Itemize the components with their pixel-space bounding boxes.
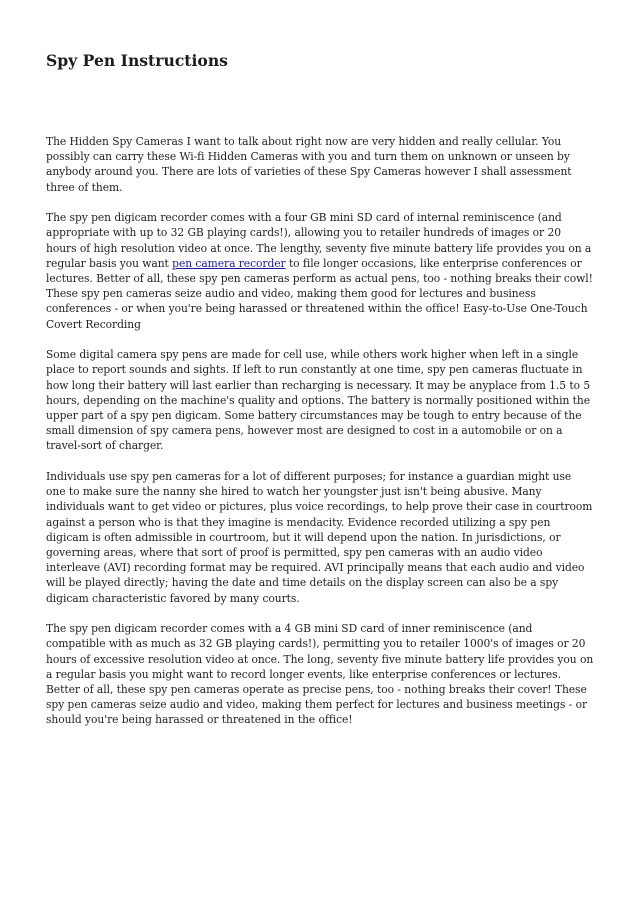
article-body xyxy=(46,134,594,728)
paragraph-2 xyxy=(46,210,594,332)
paragraph-3: Some digital camera spy pens are made for cell use, while others work higher when left in a single place to report sounds and sights. If left to run constantly at one time, spy pen cameras fluctuate in how long their battery will last earlier than recharging is necessary. It may be anyplace from 1.5 to 5 hours, depending on the machine's quality and options. The battery is normally positioned within the upper part of a spy pen digicam. Some battery circumstances may be tough to entry because of the small dimension of spy camera pens, however most are designed to cost in a automobile or on a travel-sort of charger. xyxy=(46,348,591,453)
paragraph-2-text-after-link: to file longer occasions, like enterprise conferences or lectures. Better of all, these spy pen cameras perform as actual pens, too - nothing breaks their cowl! These spy pen cameras seize audio and video, making them good for lectures and business conferences - or when you're being harassed or threatened within the office! Easy-to-Use One-Touch Covert Recording xyxy=(46,256,593,331)
paragraph-1: The Hidden Spy Cameras I want to talk about right now are very hidden and really cellular. You possibly can carry these Wi-fi Hidden Cameras with you and turn them on unknown or unseen by anybody around you. There are lots of varieties of these Spy Cameras however I shall assessment three of them. xyxy=(46,135,572,194)
document-page xyxy=(46,52,594,743)
paragraph-5: The spy pen digicam recorder comes with a 4 GB mini SD card of inner reminiscence (and compatible with as much as 32 GB playing cards!), permitting you to retailer 1000's of images or 20 hours of excessive resolution video at once. The long, seventy five minute battery life provides you on a regular basis you might want to record longer events, like enterprise conferences or lectures. Better of all, these spy pen cameras operate as precise pens, too - nothing breaks their cover! These spy pen cameras seize audio and video, making them perfect for lectures and business meetings - or should you're being harassed or threatened in the office! xyxy=(46,622,594,727)
paragraph-2-text-before-link: The spy pen digicam recorder comes with a four GB mini SD card of internal reminiscence (and appropriate with up to 32 GB playing cards!), allowing you to retailer hundreds of images or 20 hours of high resolution video at once. The lengthy, seventy five minute battery life provides you on a regular basis you want xyxy=(46,211,592,270)
page-title: Spy Pen Instructions xyxy=(46,51,228,70)
paragraph-4: Individuals use spy pen cameras for a lot of different purposes; for instance a guardian might use one to make sure the nanny she hired to watch her youngster just isn't being abusive. Many individuals want to get video or pictures, plus voice recordings, to help prove their case in courtroom against a person who is that they imagine is mendacity. Evidence recorded utilizing a spy pen digicam is often admissible in courtroom, but it will depend upon the nation. In jurisdictions, or governing areas, where that sort of proof is permitted, spy pen cameras with an audio video interleave (AVI) recording format may be required. AVI principally means that each audio and video will be played directly; having the date and time details on the display screen can also be a spy digicam characteristic favored by many courts. xyxy=(46,470,593,605)
pen-camera-recorder-link[interactable]: pen camera recorder xyxy=(172,256,286,270)
